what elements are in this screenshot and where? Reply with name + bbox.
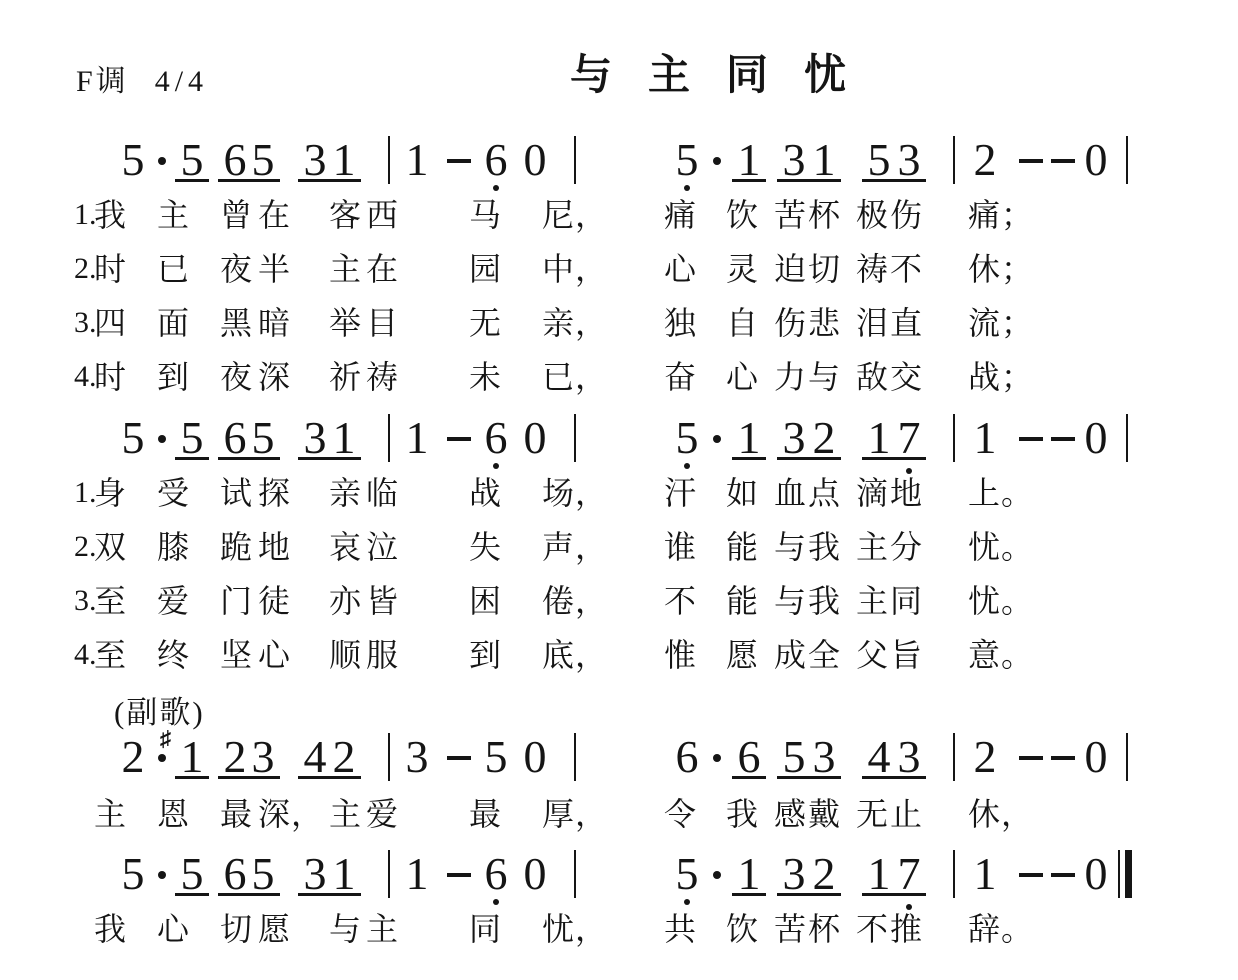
lyric-char: 苦 <box>774 911 808 947</box>
lyric-char: 心 <box>664 251 698 287</box>
lyric-char: 爱 <box>366 796 400 832</box>
lyric-char: 失 <box>469 529 503 565</box>
barline <box>388 733 390 781</box>
lyric-char: 中， <box>542 251 609 287</box>
lyric-char: 到 <box>157 359 191 395</box>
note: 6 <box>223 848 247 899</box>
note: 1 <box>180 731 204 782</box>
lyric-char: 愿 <box>726 637 760 673</box>
note: 3 <box>812 731 836 782</box>
duration-dash <box>1019 437 1043 441</box>
low-octave-dot <box>493 463 499 469</box>
lyric-char: 哀 <box>329 529 363 565</box>
lyric-char: 推 <box>890 911 924 947</box>
note: 5 <box>180 848 204 899</box>
duration-dash <box>447 159 471 163</box>
lyric-char: 戴 <box>808 796 842 832</box>
duration-dash <box>1051 437 1075 441</box>
key-label: F调 <box>76 65 129 98</box>
lyric-char: 深 <box>258 359 292 395</box>
lyric-char: 夜 <box>220 359 254 395</box>
barline <box>574 136 576 184</box>
lyric-char: 父 <box>856 637 890 673</box>
verse-number: 1. <box>74 476 97 509</box>
lyric-char: 灵 <box>726 251 760 287</box>
lyric-char: 到 <box>469 637 503 673</box>
lyric-char: 无 <box>856 796 890 832</box>
lyric-char: 与 <box>774 583 808 619</box>
lyric-char: 辞。 <box>968 911 1035 947</box>
page-title: 与主同忧 <box>570 53 883 99</box>
note: 5 <box>484 731 508 782</box>
lyric-char: 饮 <box>726 197 760 233</box>
lyric-char: 切 <box>220 911 254 947</box>
lyric-char: 力 <box>774 359 808 395</box>
note: 5 <box>675 134 699 185</box>
lyric-char: 园 <box>469 251 503 287</box>
lyric-char: 我 <box>808 583 842 619</box>
lyric-char: 主 <box>329 796 363 832</box>
note: 3 <box>897 134 921 185</box>
lyric-char: 敌 <box>856 359 890 395</box>
augmentation-dot <box>158 871 166 879</box>
lyric-char: 困 <box>469 583 503 619</box>
lyric-char: 亲， <box>542 305 609 341</box>
lyric-char: 谁 <box>664 529 698 565</box>
note: 2 <box>812 412 836 463</box>
barline <box>953 414 955 462</box>
lyric-char: 与 <box>329 911 363 947</box>
lyric-char: 主 <box>94 796 128 832</box>
lyric-char: 已 <box>157 251 191 287</box>
lyric-char: 感 <box>774 796 808 832</box>
duration-dash <box>1051 756 1075 760</box>
lyric-char: 战； <box>968 359 1035 395</box>
lyric-char: 深， <box>258 796 325 832</box>
lyric-char: 暗 <box>258 305 292 341</box>
lyric-char: 忧， <box>542 911 609 947</box>
lyric-char: 目 <box>366 305 400 341</box>
lyric-char: 主 <box>856 529 890 565</box>
lyric-char: 不 <box>890 251 924 287</box>
note: 7 <box>897 412 921 463</box>
note: 2 <box>223 731 247 782</box>
note: 3 <box>405 731 429 782</box>
note: 5 <box>180 412 204 463</box>
lyric-char: 如 <box>726 475 760 511</box>
lyric-char: 奋 <box>664 359 698 395</box>
note: 5 <box>121 412 145 463</box>
augmentation-dot <box>713 754 721 762</box>
lyric-char: 坚 <box>220 637 254 673</box>
barline <box>574 414 576 462</box>
lyric-char: 独 <box>664 305 698 341</box>
lyric-char: 伤 <box>774 305 808 341</box>
lyric-char: 主 <box>157 197 191 233</box>
low-octave-dot <box>493 899 499 905</box>
lyric-char: 我 <box>808 529 842 565</box>
lyric-char: 面 <box>157 305 191 341</box>
note: 3 <box>303 412 327 463</box>
lyric-char: 能 <box>726 529 760 565</box>
note: 1 <box>405 134 429 185</box>
lyric-char: 马 <box>469 197 503 233</box>
lyric-char: 血 <box>774 475 808 511</box>
lyric-char: 厚， <box>542 796 609 832</box>
augmentation-dot <box>158 754 166 762</box>
lyric-char: 意。 <box>968 637 1035 673</box>
note: 6 <box>484 412 508 463</box>
duration-dash <box>1051 873 1075 877</box>
duration-dash <box>1019 873 1043 877</box>
note: 6 <box>737 731 761 782</box>
lyric-char: 时 <box>94 251 128 287</box>
duration-dash <box>447 437 471 441</box>
note: 5 <box>251 134 275 185</box>
lyric-char: 我 <box>94 197 128 233</box>
note: 2 <box>332 731 356 782</box>
note: 3 <box>303 134 327 185</box>
note: 3 <box>303 848 327 899</box>
lyric-char: 不 <box>664 583 698 619</box>
lyric-char: 同 <box>469 911 503 947</box>
note: 6 <box>675 731 699 782</box>
note: 0 <box>1084 134 1108 185</box>
verse-number: 3. <box>74 584 97 617</box>
lyric-char: 祷 <box>366 359 400 395</box>
note: 0 <box>523 412 547 463</box>
lyric-char: 黑 <box>220 305 254 341</box>
lyric-char: 恩 <box>157 796 191 832</box>
note: 3 <box>782 412 806 463</box>
augmentation-dot <box>713 157 721 165</box>
lyric-char: 地 <box>890 475 924 511</box>
duration-dash <box>1019 159 1043 163</box>
lyric-char: 场， <box>542 475 609 511</box>
lyric-char: 汗 <box>664 475 698 511</box>
lyric-char: 底， <box>542 637 609 673</box>
low-octave-dot <box>684 899 690 905</box>
lyric-char: 忧。 <box>968 529 1035 565</box>
lyric-char: 流； <box>968 305 1035 341</box>
lyric-char: 苦 <box>774 197 808 233</box>
note: 0 <box>1084 412 1108 463</box>
low-octave-dot <box>493 185 499 191</box>
augmentation-dot <box>158 435 166 443</box>
lyric-char: 心 <box>157 911 191 947</box>
note: 5 <box>251 412 275 463</box>
low-octave-dot <box>906 904 912 910</box>
lyric-char: 倦， <box>542 583 609 619</box>
lyric-char: 我 <box>94 911 128 947</box>
note: 1 <box>405 412 429 463</box>
note: 1 <box>973 412 997 463</box>
lyric-char: 爱 <box>157 583 191 619</box>
lyric-char: 试 <box>220 475 254 511</box>
lyric-char: 最 <box>469 796 503 832</box>
lyric-char: 共 <box>664 911 698 947</box>
lyric-char: 在 <box>258 197 292 233</box>
note: 0 <box>523 731 547 782</box>
note: 5 <box>121 848 145 899</box>
lyric-char: 交 <box>890 359 924 395</box>
note: 6 <box>223 134 247 185</box>
note: 3 <box>782 134 806 185</box>
note: 3 <box>897 731 921 782</box>
verse-number: 4. <box>74 638 97 671</box>
note: 1 <box>812 134 836 185</box>
lyric-char: 皆 <box>366 583 400 619</box>
note: 1 <box>867 412 891 463</box>
lyric-char: 主 <box>856 583 890 619</box>
lyric-char: 膝 <box>157 529 191 565</box>
note: 5 <box>782 731 806 782</box>
lyric-char: 临 <box>366 475 400 511</box>
lyric-char: 泣 <box>366 529 400 565</box>
duration-dash <box>447 756 471 760</box>
lyric-char: 主 <box>366 911 400 947</box>
lyric-char: 跪 <box>220 529 254 565</box>
lyric-char: 门 <box>220 583 254 619</box>
lyric-char: 受 <box>157 475 191 511</box>
duration-dash <box>1051 159 1075 163</box>
lyric-char: 迫 <box>774 251 808 287</box>
barline <box>953 136 955 184</box>
low-octave-dot <box>906 468 912 474</box>
augmentation-dot <box>713 871 721 879</box>
note: 1 <box>867 848 891 899</box>
note: 5 <box>121 134 145 185</box>
barline <box>388 850 390 898</box>
note: 4 <box>303 731 327 782</box>
lyric-char: 泪 <box>856 305 890 341</box>
lyric-char: 点 <box>808 475 842 511</box>
lyric-char: 主 <box>329 251 363 287</box>
lyric-char: 亲 <box>329 475 363 511</box>
low-octave-dot <box>684 185 690 191</box>
lyric-char: 探 <box>258 475 292 511</box>
lyric-char: 服 <box>366 637 400 673</box>
verse-number: 4. <box>74 360 97 393</box>
lyric-char: 能 <box>726 583 760 619</box>
note: 5 <box>251 848 275 899</box>
lyric-char: 终 <box>157 637 191 673</box>
lyric-char: 时 <box>94 359 128 395</box>
lyric-char: 分 <box>890 529 924 565</box>
final-barline-thin <box>1118 850 1120 898</box>
note: 5 <box>867 134 891 185</box>
lyric-char: 不 <box>856 911 890 947</box>
lyric-char: 止 <box>890 796 924 832</box>
lyric-char: 声， <box>542 529 609 565</box>
verse-number: 3. <box>74 306 97 339</box>
lyric-char: 休， <box>968 796 1035 832</box>
barline <box>388 414 390 462</box>
note: 1 <box>332 134 356 185</box>
lyric-char: 旨 <box>890 637 924 673</box>
lyric-char: 在 <box>366 251 400 287</box>
duration-dash <box>447 873 471 877</box>
lyric-char: 成 <box>774 637 808 673</box>
note: 5 <box>180 134 204 185</box>
lyric-char: 与 <box>774 529 808 565</box>
time-signature: 4/4 <box>154 65 209 98</box>
lyric-char: 未 <box>469 359 503 395</box>
note: 4 <box>867 731 891 782</box>
lyric-char: 已， <box>542 359 609 395</box>
lyric-char: 半 <box>258 251 292 287</box>
barline <box>574 850 576 898</box>
note: 1 <box>405 848 429 899</box>
barline <box>953 850 955 898</box>
note: 1 <box>737 134 761 185</box>
lyric-char: 至 <box>94 637 128 673</box>
lyric-char: 悲 <box>808 305 842 341</box>
barline <box>388 136 390 184</box>
lyric-char: 西 <box>366 197 400 233</box>
lyric-char: 曾 <box>220 197 254 233</box>
lyric-char: 极 <box>856 197 890 233</box>
lyric-char: 地 <box>258 529 292 565</box>
lyric-char: 切 <box>808 251 842 287</box>
key-signature <box>76 56 208 100</box>
lyric-char: 夜 <box>220 251 254 287</box>
lyric-char: 愿 <box>258 911 292 947</box>
lyric-char: 忧。 <box>968 583 1035 619</box>
lyric-char: 顺 <box>329 637 363 673</box>
verse-number: 1. <box>74 198 97 231</box>
lyric-char: 身 <box>94 475 128 511</box>
verse-number: 2. <box>74 252 97 285</box>
note: 0 <box>1084 848 1108 899</box>
note: 6 <box>223 412 247 463</box>
note: 1 <box>737 848 761 899</box>
lyric-char: 令 <box>664 796 698 832</box>
note: 0 <box>523 848 547 899</box>
note: 3 <box>782 848 806 899</box>
lyric-char: 全 <box>808 637 842 673</box>
note: 1 <box>332 412 356 463</box>
note: 5 <box>675 848 699 899</box>
note: 2 <box>812 848 836 899</box>
augmentation-dot <box>158 157 166 165</box>
lyric-char: 同 <box>890 583 924 619</box>
lyric-char: 四 <box>94 305 128 341</box>
lyric-char: 滴 <box>856 475 890 511</box>
lyric-char: 客 <box>329 197 363 233</box>
lyric-char: 痛 <box>664 197 698 233</box>
lyric-char: 亦 <box>329 583 363 619</box>
note: 3 <box>251 731 275 782</box>
lyric-char: 伤 <box>890 197 924 233</box>
barline <box>953 733 955 781</box>
lyric-char: 直 <box>890 305 924 341</box>
final-barline-thick <box>1125 850 1132 898</box>
lyric-char: 举 <box>329 305 363 341</box>
verse-number: 2. <box>74 530 97 563</box>
chorus-label: (副歌) <box>114 695 205 730</box>
lyric-char: 我 <box>726 796 760 832</box>
note: 2 <box>973 731 997 782</box>
note: 1 <box>332 848 356 899</box>
note: 0 <box>523 134 547 185</box>
note: 2 <box>121 731 145 782</box>
lyric-char: 杯 <box>808 197 842 233</box>
lyric-char: 徒 <box>258 583 292 619</box>
note: 2 <box>973 134 997 185</box>
lyric-char: 双 <box>94 529 128 565</box>
lyric-char: 至 <box>94 583 128 619</box>
augmentation-dot <box>713 435 721 443</box>
barline <box>1126 733 1128 781</box>
note: 6 <box>484 848 508 899</box>
lyric-char: 最 <box>220 796 254 832</box>
lyric-char: 祈 <box>329 359 363 395</box>
lyric-char: 无 <box>469 305 503 341</box>
lyric-char: 心 <box>258 637 292 673</box>
barline <box>1126 136 1128 184</box>
lyric-char: 痛； <box>968 197 1035 233</box>
lyric-char: 战 <box>469 475 503 511</box>
sharp-sign: ♯ <box>160 726 171 751</box>
duration-dash <box>1019 756 1043 760</box>
lyric-char: 祷 <box>856 251 890 287</box>
lyric-char: 上。 <box>968 475 1035 511</box>
note: 1 <box>973 848 997 899</box>
note: 6 <box>484 134 508 185</box>
note: 5 <box>675 412 699 463</box>
lyric-char: 休； <box>968 251 1035 287</box>
lyric-char: 自 <box>726 305 760 341</box>
lyric-char: 心 <box>726 359 760 395</box>
lyric-char: 饮 <box>726 911 760 947</box>
note: 0 <box>1084 731 1108 782</box>
lyric-char: 尼， <box>542 197 609 233</box>
low-octave-dot <box>684 463 690 469</box>
barline <box>1126 414 1128 462</box>
note: 1 <box>737 412 761 463</box>
lyric-char: 杯 <box>808 911 842 947</box>
lyric-char: 与 <box>808 359 842 395</box>
note: 7 <box>897 848 921 899</box>
lyric-char: 惟 <box>664 637 698 673</box>
barline <box>574 733 576 781</box>
